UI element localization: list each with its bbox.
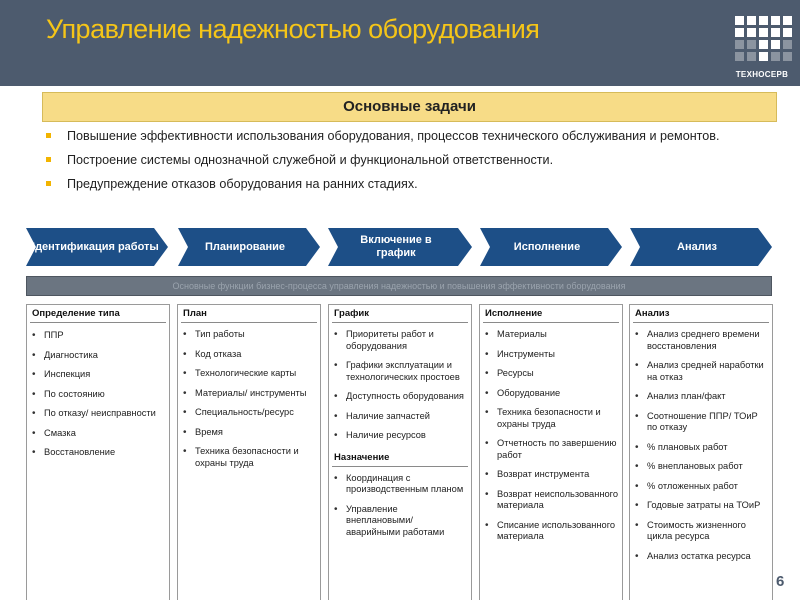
list-item: • Координация с производственным планом bbox=[329, 473, 471, 496]
list-item: • Наличие ресурсов bbox=[329, 430, 471, 442]
list-item: • Графики эксплуатации и технологических простоев bbox=[329, 360, 471, 383]
functions-bar: Основные функции бизнес-процесса управления надежностью и повышения эффективности оборудования bbox=[26, 276, 772, 296]
process-step-planning bbox=[178, 228, 320, 266]
list-item: • Материалы/ инструменты bbox=[178, 388, 320, 400]
column-title: Анализ bbox=[633, 305, 769, 323]
list-item: • Технологические карты bbox=[178, 368, 320, 380]
column-identification bbox=[26, 304, 170, 600]
column-title: Исполнение bbox=[483, 305, 619, 323]
tasks-heading: Основные задачи bbox=[42, 92, 777, 122]
process-step-label: Включение в график bbox=[360, 234, 432, 259]
process-step-label: Анализ bbox=[677, 240, 717, 253]
list-item: • Ресурсы bbox=[480, 368, 622, 380]
list-item: • Восстановление bbox=[27, 447, 169, 459]
column-sublist bbox=[329, 473, 471, 539]
column-schedule bbox=[328, 304, 472, 600]
process-step-label: Планирование bbox=[204, 240, 286, 253]
list-item: • Наличие запчастей bbox=[329, 411, 471, 423]
page-title: Управление надежностью оборудования bbox=[46, 14, 540, 44]
process-step-identification bbox=[26, 228, 168, 266]
list-item: • % плановых работ bbox=[630, 442, 772, 454]
list-item: • Годовые затраты на ТОиР bbox=[630, 500, 772, 512]
task-item bbox=[42, 128, 762, 145]
column-subtitle: Назначение bbox=[332, 450, 468, 467]
task-item bbox=[42, 176, 762, 193]
column-list bbox=[178, 329, 320, 469]
list-item: • Техника безопасности и охраны труда bbox=[178, 446, 320, 469]
list-item: • Тип работы bbox=[178, 329, 320, 341]
list-item: • Списание использованного материала bbox=[480, 520, 622, 543]
list-item: • Инспекция bbox=[27, 369, 169, 381]
process-step-label: Идентификация работы bbox=[27, 240, 159, 253]
bullet-square-icon bbox=[46, 181, 51, 186]
list-item: • Материалы bbox=[480, 329, 622, 341]
list-item: • Анализ остатка ресурса bbox=[630, 551, 772, 563]
column-execution bbox=[479, 304, 623, 600]
list-item: • Инструменты bbox=[480, 349, 622, 361]
page-number: 6 bbox=[776, 573, 785, 590]
tasks-list bbox=[42, 128, 762, 200]
list-item: • Специальность/ресурс bbox=[178, 407, 320, 419]
list-item: • Управление внеплановыми/ аварийными работами bbox=[329, 504, 471, 539]
column-analysis bbox=[629, 304, 773, 600]
list-item: • Анализ средней наработки на отказ bbox=[630, 360, 772, 383]
list-item: • По отказу/ неисправности bbox=[27, 408, 169, 420]
company-logo bbox=[731, 12, 793, 82]
list-item: • ППР bbox=[27, 330, 169, 342]
process-step-execution bbox=[480, 228, 622, 266]
list-item: • Приоритеты работ и оборудования bbox=[329, 329, 471, 352]
list-item: • Возврат неиспользованного материала bbox=[480, 489, 622, 512]
logo-grid-icon bbox=[731, 12, 793, 68]
task-text: Предупреждение отказов оборудования на ранних стадиях. bbox=[67, 177, 418, 191]
column-title: Определение типа bbox=[30, 305, 166, 323]
list-item: • Время bbox=[178, 427, 320, 439]
process-step-scheduling bbox=[328, 228, 472, 266]
column-list bbox=[329, 329, 471, 442]
bullet-square-icon bbox=[46, 157, 51, 162]
list-item: • Смазка bbox=[27, 428, 169, 440]
column-title: План bbox=[181, 305, 317, 323]
list-item: • Анализ план/факт bbox=[630, 391, 772, 403]
column-plan bbox=[177, 304, 321, 600]
list-item: • Оборудование bbox=[480, 388, 622, 400]
column-list bbox=[27, 330, 169, 459]
logo-text: ТЕХНОСЕРВ bbox=[735, 70, 789, 79]
list-item: • Диагностика bbox=[27, 350, 169, 362]
list-item: • По состоянию bbox=[27, 389, 169, 401]
list-item: • Доступность оборудования bbox=[329, 391, 471, 403]
list-item: • % отложенных работ bbox=[630, 481, 772, 493]
task-item bbox=[42, 152, 762, 169]
process-step-label: Исполнение bbox=[513, 240, 581, 253]
list-item: • Анализ среднего времени восстановления bbox=[630, 329, 772, 352]
list-item: • % внеплановых работ bbox=[630, 461, 772, 473]
list-item: • Возврат инструмента bbox=[480, 469, 622, 481]
list-item: • Отчетность по завершению работ bbox=[480, 438, 622, 461]
header-bar bbox=[0, 0, 800, 86]
list-item: • Код отказа bbox=[178, 349, 320, 361]
column-list bbox=[480, 329, 622, 543]
bullet-square-icon bbox=[46, 133, 51, 138]
process-step-analysis bbox=[630, 228, 772, 266]
column-title: График bbox=[332, 305, 468, 323]
task-text: Построение системы однозначной служебной и функциональной ответственности. bbox=[67, 153, 554, 167]
list-item: • Техника безопасности и охраны труда bbox=[480, 407, 622, 430]
column-list bbox=[630, 329, 772, 562]
list-item: • Стоимость жизненного цикла ресурса bbox=[630, 520, 772, 543]
list-item: • Соотношение ППР/ ТОиР по отказу bbox=[630, 411, 772, 434]
task-text: Повышение эффективности использования оборудования, процессов технического обслуживания и ремонтов. bbox=[67, 129, 720, 143]
